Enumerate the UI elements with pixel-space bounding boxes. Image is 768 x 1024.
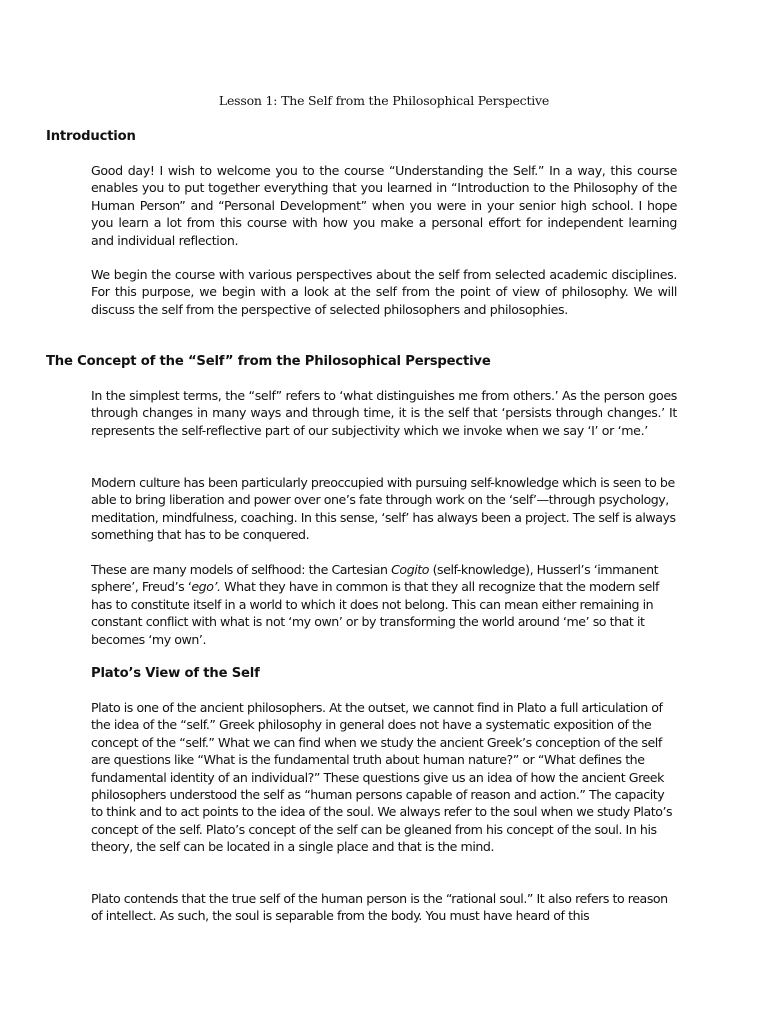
paragraph-modern-culture: Modern culture has been particularly preoccupied with pursuing self-knowledge which is seen to be able to bring liberation and power over one’s fate through work on the ‘self’—through psychology, meditation, mindfulness, coaching. In this sense, ‘self’ has always been a project. The self is always something that has to be conquered. <box>91 475 676 543</box>
paragraph-simplest-terms: In the simplest terms, the “self” refers to ‘what distinguishes me from others.’ As the person goes through changes in many ways and through time, it is the self that ‘persists through changes.’ It represents the self-reflective part of our subjectivity which we invoke when we say ‘I’ or ‘me.’ <box>91 388 677 438</box>
ego-term: ego’. <box>191 579 221 595</box>
paragraph-models-of-selfhood <box>91 561 677 648</box>
document-title: Lesson 1: The Self from the Philosophical Perspective <box>218 93 550 108</box>
heading-platos-view: Plato’s View of the Self <box>91 666 260 681</box>
paragraph-rational-soul: Plato contends that the true self of the human person is the “rational soul.” It also refers to reason of intellect. As such, the soul is separable from the body. You must have heard of this <box>91 891 668 924</box>
cogito-term: Cogito <box>391 562 430 577</box>
heading-introduction: Introduction <box>46 129 136 144</box>
paragraph-plato-ancient: Plato is one of the ancient philosophers. At the outset, we cannot find in Plato a full articulation of the idea of the “self.” Greek philosophy in general does not have a systematic exposition of the concept of the “self.” What we can find when we study the ancient Greek’s conception of the self are questions like “What is the fundamental truth about human nature?” or “What defines the fundamental identity of an individual?” These questions give us an idea of how the ancient Greek philosophers understood the self as “human persons capable of reason and action.” The capacity to think and to act points to the idea of the soul. We always refer to the soul when we study Plato’s concept of the self. Plato’s concept of the self can be gleaned from his concept of the soul. In his theory, the self can be located in a single place and that is the mind. <box>91 700 673 855</box>
models-text-start: These are many models of selfhood: the Cartesian <box>91 562 392 577</box>
models-text-middle: (self-knowledge), Husserl’s ‘immanent sphere’, Freud’s ‘ <box>91 562 659 595</box>
paragraph-perspectives: We begin the course with various perspectives about the self from selected academic disciplines. For this purpose, we begin with a look at the self from the point of view of philosophy. We will discuss the self from the perspective of selected philosophers and philosophies. <box>91 267 677 317</box>
heading-concept-of-self: The Concept of the “Self” from the Philosophical Perspective <box>46 354 491 369</box>
paragraph-welcome: Good day! I wish to welcome you to the course “Understanding the Self.” In a way, this course enables you to put together everything that you learned in “Introduction to the Philosophy of the Human Person” and “Personal Development” when you were in your senior high school. I hope you learn a lot from this course with how you make a personal effort for independent learning and individual reflection. <box>91 163 677 248</box>
models-text-end: What they have in common is that they all recognize that the modern self has to constitute itself in a world to which it does not belong. This can mean either remaining in constant conflict with what is not ‘my own’ or by transforming the world around ‘me’ so that it becomes ‘my own’. <box>91 579 659 647</box>
